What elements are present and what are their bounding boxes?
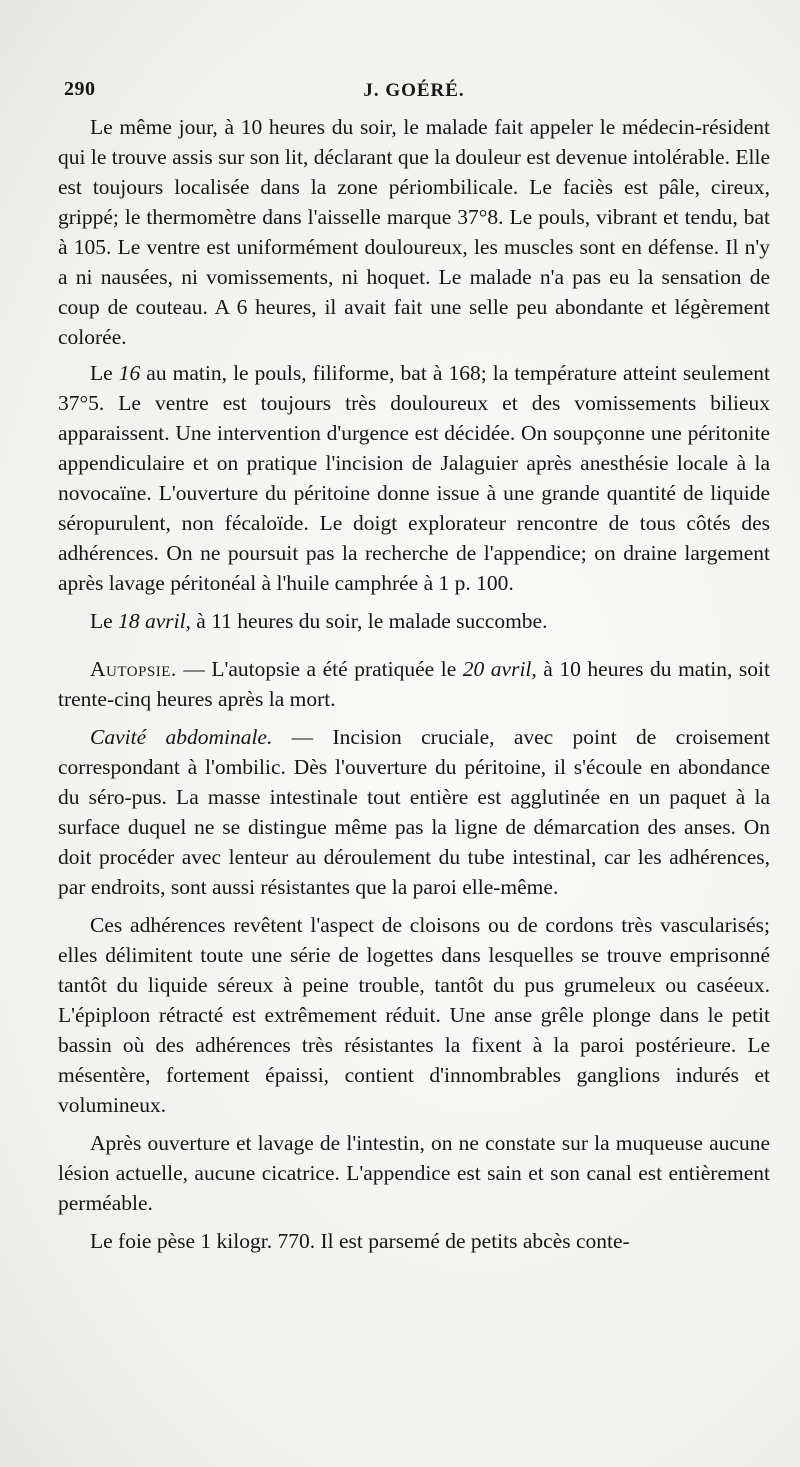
section-spacer	[58, 644, 770, 654]
abdominal-cavity-label: Cavité abdominale.	[90, 725, 273, 749]
autopsy-label: Autopsie.	[90, 657, 177, 681]
p4-lead: — L'autopsie a été pratiquée le	[176, 657, 463, 681]
paragraph-intestine: Après ouverture et lavage de l'intestin, on ne constate sur la muqueuse aucune lésion actuelle, aucune cicatrice. L'appendice est sain et son canal est entièrement perméable.	[58, 1131, 770, 1215]
page-number: 290	[64, 78, 96, 100]
running-head: J. GOÉRÉ.	[363, 80, 465, 101]
body-text	[58, 112, 770, 1264]
p2-lead: Le	[90, 361, 119, 385]
paragraph-autopsy	[58, 654, 770, 714]
p2-text: au matin, le pouls, filiforme, bat à 168; la température atteint seulement 37°5. Le ventre est toujours très douloureux et des vomissements bilieux apparaissent. Une intervention d'urgence est décidée. On soupçonne une péritonite appendiculaire et on pratique l'incision de Jalaguier après anesthésie locale à la novocaïne. L'ouverture du péritoine donne issue à une grande quantité de liquide séropurulent, non fécaloïde. Le doigt explorateur rencontre de tous côtés des adhérences. On ne poursuit pas la recherche de l'appendice; on draine largement après lavage péritonéal à l'huile camphrée à 1 p. 100.	[58, 361, 770, 595]
paragraph-liver: Le foie pèse 1 kilogr. 770. Il est parsemé de petits abcès conte-	[90, 1229, 630, 1253]
p3-text: à 11 heures du soir, le malade succombe.	[190, 609, 548, 633]
paragraph-evening-report: Le même jour, à 10 heures du soir, le malade fait appeler le médecin-résident qui le trouve assis sur son lit, déclarant que la douleur est devenue intolérable. Elle est toujours localisée dans la zone périombilicale. Le faciès est pâle, cireux, grippé; le thermomètre dans l'aisselle marque 37°8. Le pouls, vibrant et tendu, bat à 105. Le ventre est uniformément douloureux, les muscles sont en défense. Il n'y a ni nausées, ni vomissements, ni hoquet. Le malade n'a pas eu la sensation de coup de couteau. A 6 heures, il avait fait une selle peu abondante et légèrement colorée.	[58, 115, 770, 349]
paragraph-intervention	[58, 358, 770, 598]
p4-date: 20 avril,	[462, 657, 537, 681]
paragraph-abdominal-cavity	[58, 722, 770, 902]
p3-lead: Le	[90, 609, 119, 633]
p3-date: 18 avril,	[118, 609, 191, 633]
p4-text: à 10 heures du matin, soit trente-cinq heures après la mort.	[58, 657, 770, 711]
page-header	[58, 72, 770, 108]
paragraph-death	[58, 606, 770, 636]
p2-date: 16	[118, 361, 141, 385]
p5-text: — Incision cruciale, avec point de croisement correspondant à l'ombilic. Dès l'ouverture du péritoine, il s'écoule en abondance du séro-pus. La masse intestinale tout entière est agglutinée en un paquet à la surface duquel ne se distingue même pas la ligne de démarcation des anses. On doit procéder avec lenteur au déroulement du tube intestinal, car les adhérences, par endroits, sont aussi résistantes que la paroi elle-même.	[58, 725, 770, 899]
paragraph-adhesions: Ces adhérences revêtent l'aspect de cloisons ou de cordons très vascularisés; elles délimitent toute une série de logettes dans lesquelles se trouve emprisonné tantôt du liquide séreux à peine trouble, tantôt du pus grumeleux ou caséeux. L'épiploon rétracté est extrêmement réduit. Une anse grêle plonge dans le petit bassin où des adhérences très résistantes la fixent à la paroi postérieure. Le mésentère, fortement épaissi, contient d'innombrables ganglions indurés et volumineux.	[58, 913, 770, 1117]
